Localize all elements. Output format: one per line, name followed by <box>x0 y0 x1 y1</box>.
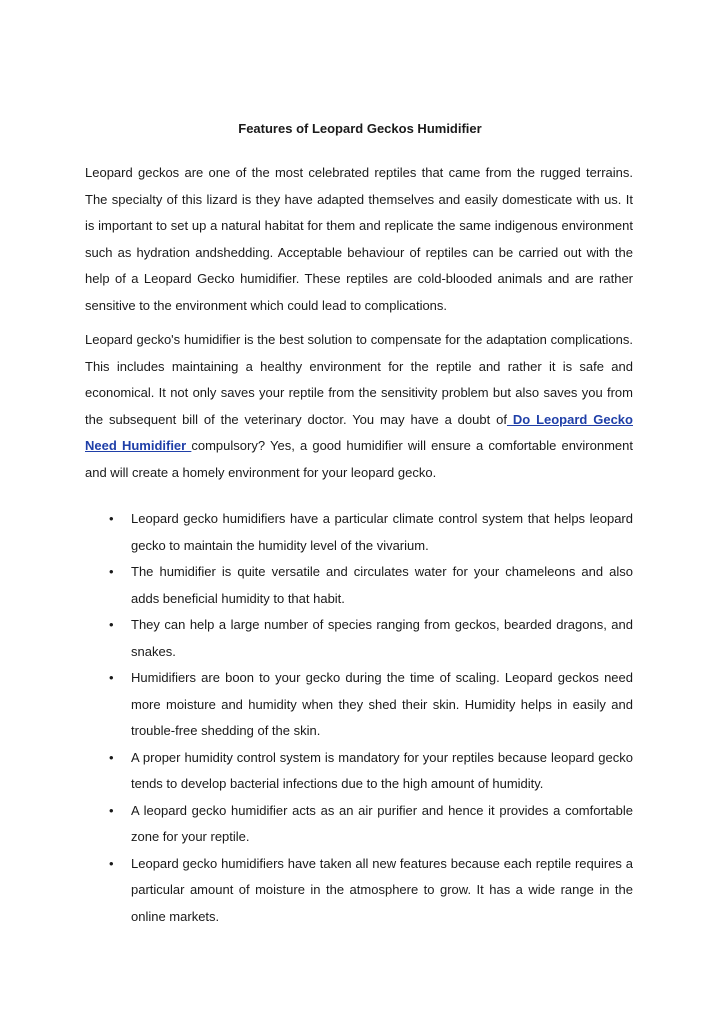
list-item-text: Leopard gecko humidifiers have taken all new features because each reptile requires a particular amount of moisture in the atmosphere to grow. It has a wide range in the online markets. <box>131 855 633 924</box>
list-item <box>85 612 633 665</box>
list-item-text: They can help a large number of species ranging from geckos, bearded dragons, and snakes. <box>131 617 633 659</box>
list-item <box>85 798 633 851</box>
paragraph-humidifier-solution <box>85 327 633 486</box>
list-item <box>85 745 633 798</box>
document-title: Features of Leopard Geckos Humidifier <box>238 121 482 136</box>
bullet-icon: • <box>109 617 114 632</box>
paragraph-text-after-link: compulsory? Yes, a good humidifier will ensure a comfortable environment and will create a homely environment for your leopard gecko. <box>85 438 634 480</box>
do-leopard-gecko-need-humidifier-link[interactable]: Do Leopard Gecko Need Humidifier <box>85 411 633 453</box>
bullet-icon: • <box>109 749 114 765</box>
list-item-text: The humidifier is quite versatile and circulates water for your chameleons and also adds beneficial humidity to that habit. <box>131 564 633 606</box>
features-bullet-list <box>85 506 633 930</box>
list-item <box>85 665 633 745</box>
bullet-icon: • <box>109 564 114 579</box>
list-item-text: Humidifiers are boon to your gecko during the time of scaling. Leopard geckos need more moisture and humidity when they shed their skin. Humidity helps in easily and trouble-free shedding of the skin. <box>131 670 633 738</box>
list-item <box>85 559 633 612</box>
bullet-icon: • <box>109 802 114 818</box>
list-item-text: Leopard gecko humidifiers have a particular climate control system that helps leopard gecko to maintain the humidity level of the vivarium. <box>131 511 633 553</box>
list-item <box>85 506 633 559</box>
bullet-icon: • <box>109 511 114 526</box>
paragraph-intro: Leopard geckos are one of the most celebrated reptiles that came from the rugged terrains. The specialty of this lizard is they have adapted themselves and easily domesticate with us. It is important to set up a natural habitat for them and replicate the same indigenous environment such as hydration andshedding. Acceptable behaviour of reptiles can be carried out with the help of a Leopard Gecko humidifier. These reptiles are cold-blooded animals and are rather sensitive to the environment which could lead to complications. <box>85 165 633 313</box>
list-item-text: A leopard gecko humidifier acts as an air purifier and hence it provides a comfortable zone for your reptile. <box>131 802 633 844</box>
bullet-icon: • <box>109 855 114 871</box>
list-item-text: A proper humidity control system is mandatory for your reptiles because leopard gecko tends to develop bacterial infections due to the high amount of humidity. <box>131 749 633 791</box>
bullet-icon: • <box>109 670 114 685</box>
list-item <box>85 851 633 931</box>
document-body <box>85 160 633 930</box>
paragraph-text-before-link: Leopard gecko's humidifier is the best solution to compensate for the adaptation complications. This includes maintaining a healthy environment for the reptile and rather it is safe and economical. It not only saves your reptile from the sensitivity problem but also saves you from the subsequent bill of the veterinary doctor. You may have a doubt of <box>85 332 633 427</box>
